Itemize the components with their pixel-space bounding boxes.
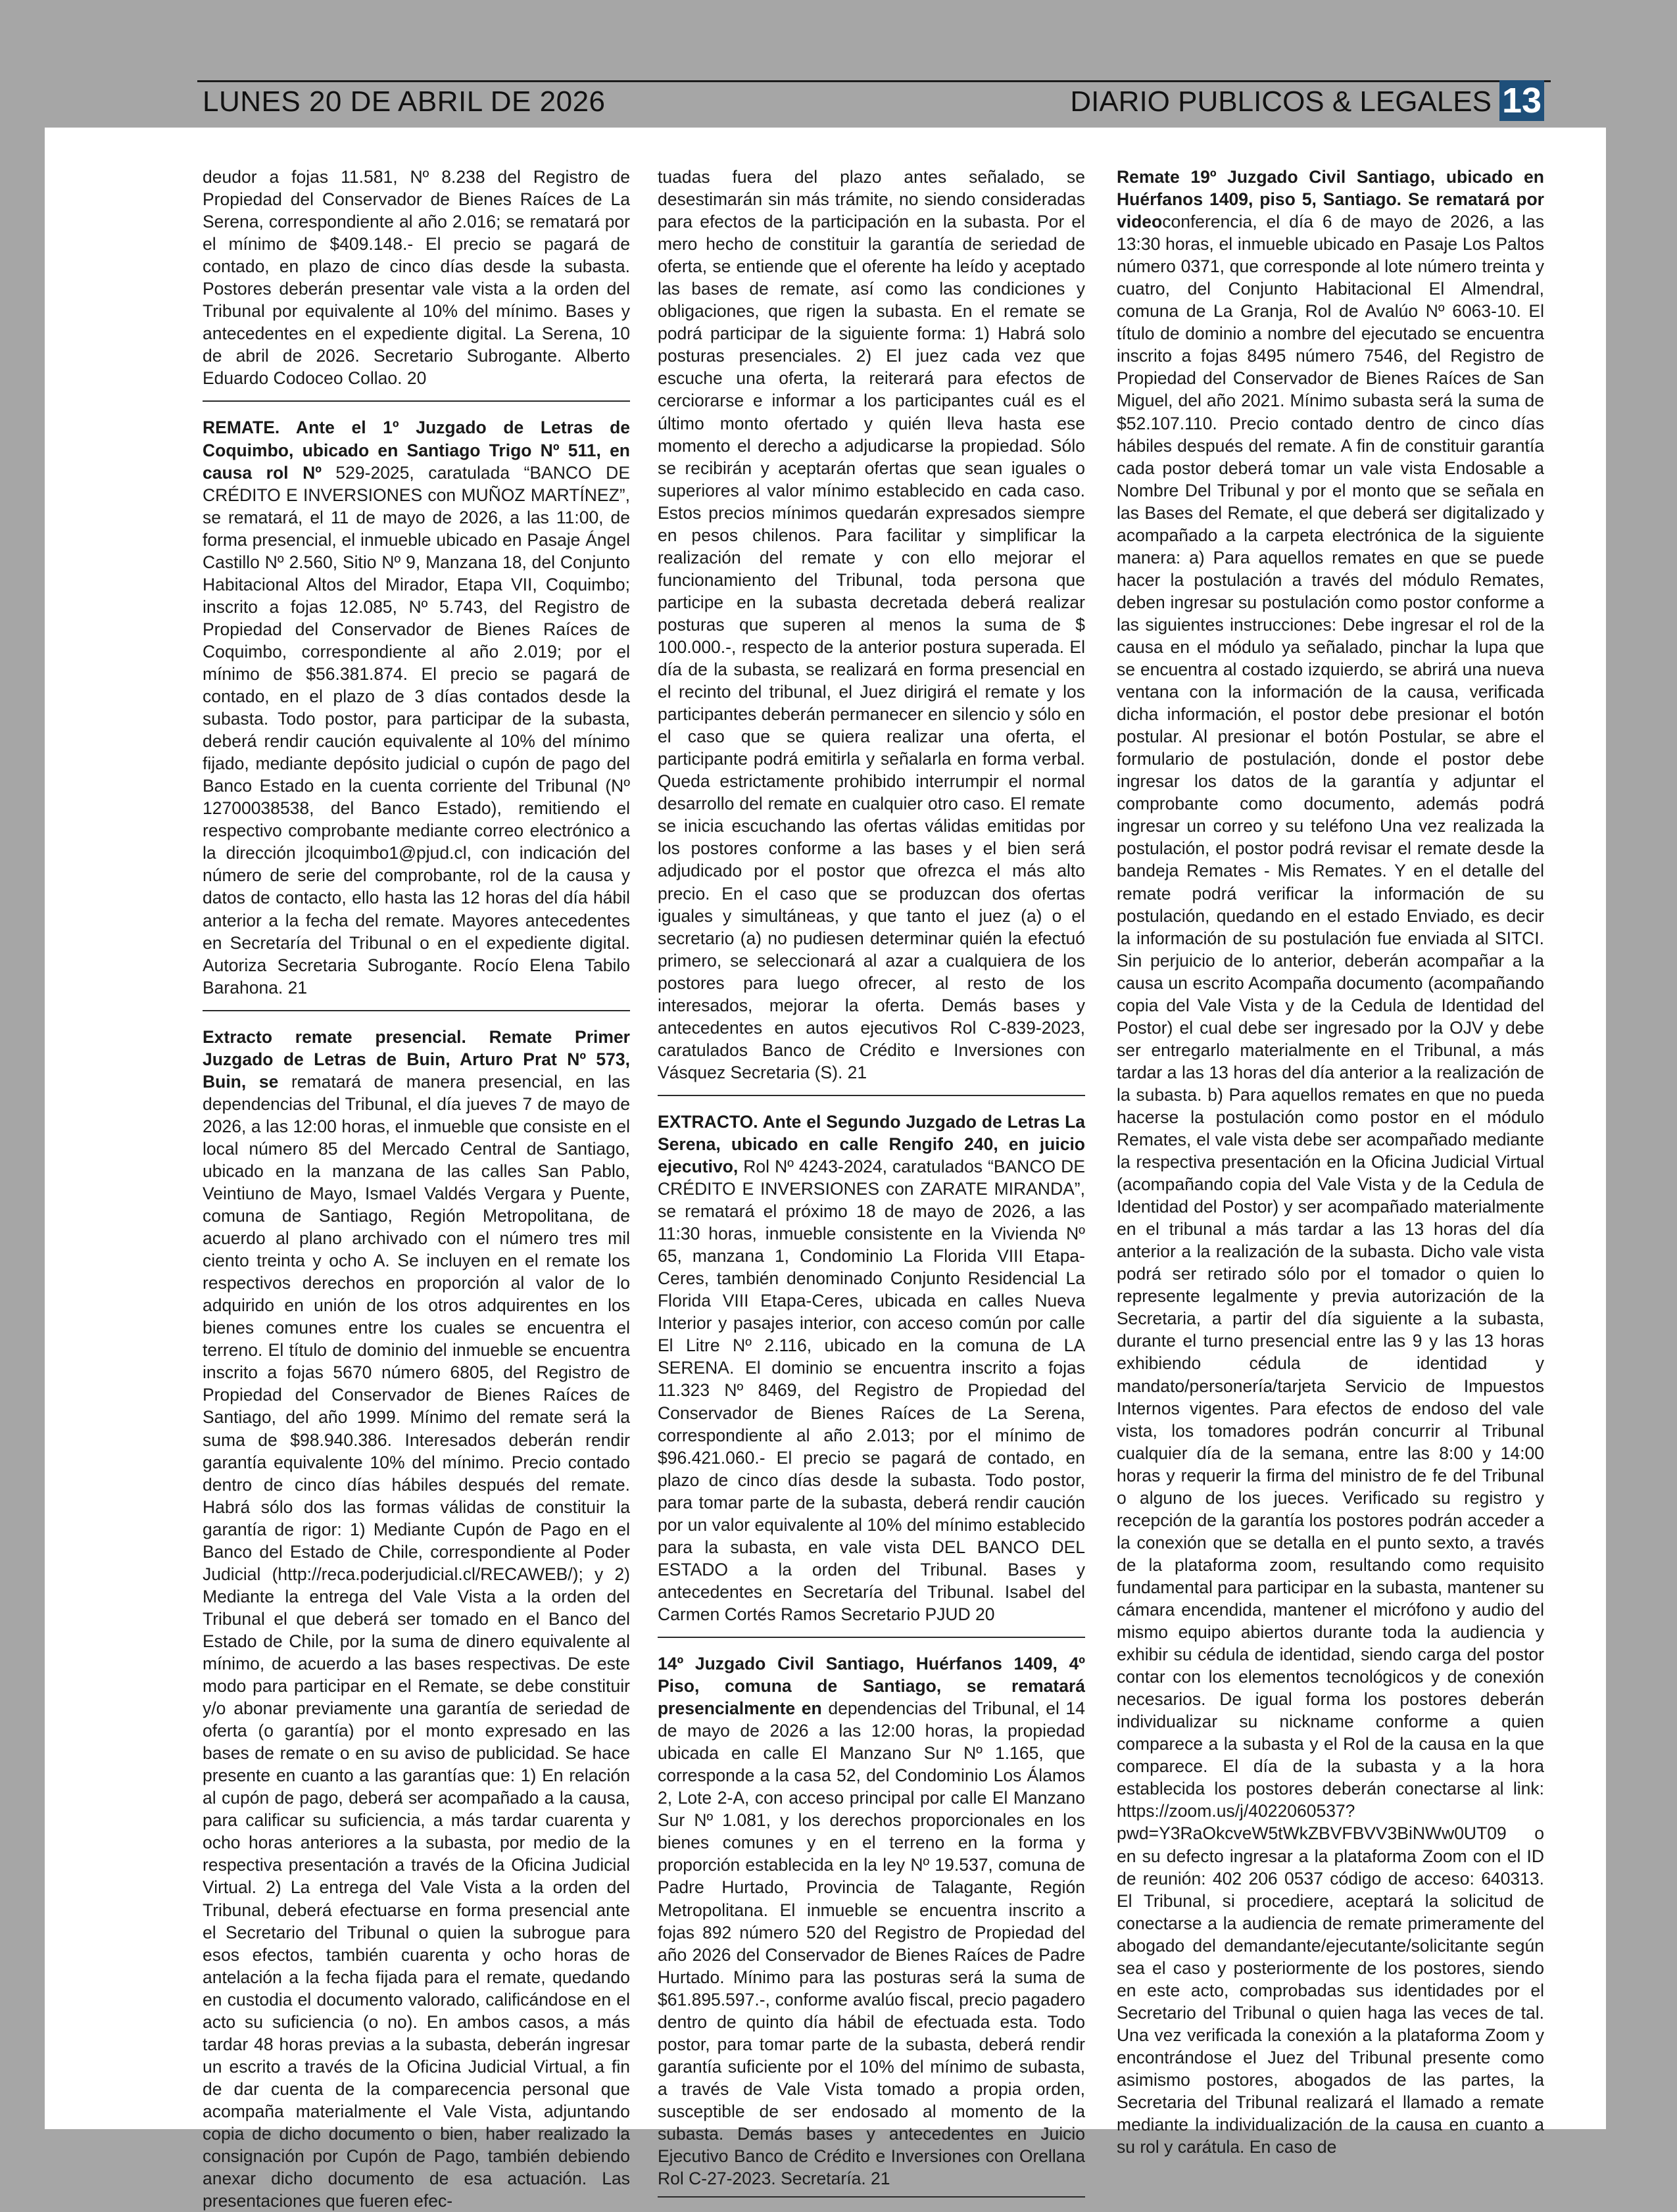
legal-notice [203, 166, 630, 389]
notice-lead: EXTRACTO. Ante el Segundo Juzgado de Letras La Serena, ubicado en calle Rengifo 240, en juicio ejecutivo, [658, 1111, 1085, 1177]
issue-date: LUNES 20 DE ABRIL DE 2026 [203, 85, 606, 118]
column-1 [203, 166, 630, 2211]
notice-divider [658, 1637, 1085, 1638]
notice-lead: REMATE. Ante el 1º Juzgado de Letras de Coquimbo, ubicado en Santiago Trigo Nº 511, en causa rol Nº [203, 418, 630, 483]
legal-notice [658, 1652, 1085, 2190]
column-3 [1117, 166, 1544, 2157]
legal-notice [658, 166, 1085, 1084]
publication-name: DIARIO PUBLICOS & LEGALES [1070, 85, 1492, 118]
notice-lead: Remate 19º Juzgado Civil Santiago, ubicado en Huérfanos 1409, piso 5, Santiago. Se rematará por video [1117, 167, 1544, 232]
notice-lead: 14º Juzgado Civil Santiago, Huérfanos 1409, 4º Piso, comuna de Santiago, se rematará presencialmente en [658, 1654, 1085, 1719]
notice-divider [203, 400, 630, 402]
notice-body: deudor a fojas 11.581, Nº 8.238 del Registro de Propiedad del Conservador de Bienes Raíces de La Serena, correspondiente al año 2.016; se rematará por el mínimo de $409.148.- El precio se pagará de contado, en plazo de cinco días desde la subasta. Postores deberán presentar vale vista a la orden del Tribunal por equivalente al 10% del mínimo. Bases y antecedentes en el expediente digital. La Serena, 10 de abril de 2026. Secretario Subrogante. Alberto Eduardo Codoceo Collao. 20 [203, 167, 630, 389]
notice-body: dependencias del Tribunal, el 14 de mayo de 2026 a las 12:00 horas, la propiedad ubicada en calle El Manzano Sur Nº 1.165, que corresponde a la casa 52, del Condominio Los Álamos 2, Lote 2-A, con acceso principal por calle El Manzano Sur Nº 1.081, y los derechos proporcionales en los bienes comunes y en el terreno en la forma y proporción establecida en la ley Nº 19.537, comuna de Padre Hurtado, Provincia de Talagante, Región Metropolitana. El inmueble se encuentra inscrito a fojas 892 número 520 del Registro de Propiedad del año 2026 del Conservador de Bienes Raíces de Padre Hurtado. Mínimo para las posturas será la suma de $61.895.597.-, conforme avalúo fiscal, precio pagadero dentro de quinto día hábil de efectuada esta. Todo postor, para tomar parte de la subasta, deberá rendir garantía suficiente por el 10% del mínimo de subasta, a través de Vale Vista tomado a propia orden, susceptible de ser endosado al momento de la subasta. Demás bases y antecedentes en Juicio Ejecutivo Banco de Crédito e Inversiones con Orellana Rol C-27-2023. Secretaría. 21 [658, 1698, 1085, 2189]
column-2 [658, 166, 1085, 2189]
notice-divider [203, 1010, 630, 1011]
notice-body: conferencia, el día 6 de mayo de 2026, a las 13:30 horas, el inmueble ubicado en Pasaje Los Paltos número 0371, que corresponde al lote número treinta y cuatro, del Conjunto Habitacional El Almendral, comuna de La Granja, Rol de Avalúo Nº 6063-10. El título de dominio a nombre del ejecutado se encuentra inscrito a fojas 8495 número 7546, del Registro de Propiedad del Conservador de Bienes Raíces de San Miguel, del año 2021. Mínimo subasta será la suma de $52.107.110. Precio contado dentro de cinco días hábiles después del remate. A fin de constituir garantía cada postor deberá tomar un vale vista Endosable a Nombre Del Tribunal y por el monto que se señala en las Bases del Remate, el que deberá ser digitalizado y acompañado a la carpeta electrónica de la siguiente manera: a) Para aquellos remates en que se puede hacer la postulación a través del módulo Remates, deben ingresar su postulación como postor conforme a las siguientes instrucciones: Debe ingresar el rol de la causa en el módulo ya señalado, pinchar la lupa que se encuentra al costado izquierdo, se abrirá una nueva ventana con la información de la causa, verificada dicha información, el postor debe presionar el botón postular. Al presionar el botón Postular, se abre el formulario de postulación, donde el postor debe ingresar los datos de la garantía y adjuntar el comprobante como documento, además podrá ingresar un correo y su teléfono Una vez realizada la postulación, el postor podrá revisar el remate desde la bandeja Remates - Mis Remates. Y en el detalle del remate podrá verificar la información de su postulación, quedando en el estado Enviado, es decir la información de su postulación fue enviada al SITCI. Sin perjuicio de lo anterior, deberán acompañar a la causa un escrito Acompaña documento (acompañando copia del Vale Vista y de la Cedula de Identidad del Postor) el cual debe ser ingresado por la OJV y debe ser entregarlo materialmente en el Tribunal, a más tardar a las 13 horas del día anterior a la realización de la subasta. b) Para aquellos remates en que no pueda hacerse la postulación como postor en el módulo Remates, el vale vista debe ser acompañado mediante la respectiva presentación en la Oficina Judicial Virtual (acompañando copia del Vale Vista y de la Cedula de Identidad del Postor) y ser acompañado materialmente en el tribunal a más tardar a las 13 horas del día anterior a la realización de la subasta. Dicho vale vista podrá ser retirado sólo por el tomador o quien lo represente legalmente y previa autorización de la Secretaria, a partir del día siguiente a la subasta, durante el turno presencial entre las 9 y las 13 horas exhibiendo cédula de identidad y mandato/personería/tarjeta Servicio de Impuestos Internos vigentes. Para efectos de endoso del vale vista, los tomadores podrán concurrir al Tribunal cualquier día de la semana, entre las 8:00 y 14:00 horas y requerir la firma del ministro de fe del Tribunal o alguno de los jueces. Verificado su registro y recepción de la garantía los postores podrán acceder a la conexión que se detalla en el punto sexto, a través de la plataforma zoom, resultando como requisito fundamental para participar en la subasta, mantener su cámara encendida, mantener el micrófono y audio del mismo equipo abiertos durante toda la audiencia y exhibir su cédula de identidad, siendo carga del postor contar con los elementos tecnológicos y de conexión necesarios. De igual forma los postores deberán individualizar su nickname conforme a quien comparece a la subasta y el Rol de la causa en la que comparece. El día de la subasta y a la hora establecida los postores deberán conectarse al link: https://zoom.us/j/4022060537?pwd=Y3RaOkcveW5tWkZBVFBVV3BiNWw0UT09 o en su defecto ingresar a la plataforma Zoom con el ID de reunión: 402 206 0537 código de acceso: 640313. El Tribunal, si procediere, aceptará la solicitud de conectarse a la audiencia de remate primeramente del abogado del demandante/ejecutante/solicitante según sea el caso y posteriormente de los postores, siendo en este acto, comprobadas sus identidades por el Secretario del Tribunal o quien haga las veces de tal. Una vez verificada la conexión a la plataforma Zoom y encontrándose el Juez del Tribunal presente como asimismo postores, abogados de las partes, la Secretaria del Tribunal realizará el llamado a remate mediante la individualización de la causa en cuanto a su rol y carátula. En caso de [1117, 212, 1544, 2157]
column-end-rule [658, 2196, 1085, 2198]
legal-notice [658, 1111, 1085, 1625]
notice-body: Rol Nº 4243-2024, caratulados “BANCO DE CRÉDITO E INVERSIONES con ZARATE MIRANDA”, se rematará el próximo 18 de mayo de 2026, a las 11:30 horas, inmueble consistente en la Vivienda Nº 65, manzana 1, Condominio La Florida VIII Etapa-Ceres, también denominado Conjunto Residencial La Florida VIII Etapa-Ceres, ubicada en calles Nueva Interior y pasajes interior, con acceso común por calle El Litre Nº 2.116, ubicado en la comuna de LA SERENA. El dominio se encuentra inscrito a fojas 11.323 Nº 8469, del Registro de Propiedad del Conservador de Bienes Raíces de La Serena, correspondiente al año 2.013; por el mínimo de $96.421.060.- El precio se pagará de contado, en plazo de cinco días desde la subasta. Todo postor, para tomar parte de la subasta, deberá rendir caución por un valor equivalente al 10% del mínimo establecido para la subasta, en vale vista DEL BANCO DEL ESTADO a la orden del Tribunal. Bases y antecedentes en Secretaría del Tribunal. Isabel del Carmen Cortés Ramos Secretario PJUD 20 [658, 1157, 1085, 1624]
notice-lead: Extracto remate presencial. Remate Primer Juzgado de Letras de Buin, Arturo Prat Nº 573, Buin, se [203, 1026, 630, 1092]
notice-body: tuadas fuera del plazo antes señalado, se desestimarán sin más trámite, no siendo consideradas para efectos de la participación en la subasta. Por el mero hecho de constituir la garantía de seriedad de oferta, se entiende que el oferente ha leído y aceptado las bases de remate, así como las condiciones y obligaciones, que rigen la subasta. En el remate se podrá participar de la siguiente forma: 1) Habrá solo posturas presenciales. 2) El juez cada vez que escuche una oferta, la reiterará para efectos de cerciorarse e informar a los participantes cuál es el último monto ofertado y quién lleva hasta ese momento el derecho a adjudicarse la propiedad. Sólo se recibirán y aceptarán ofertas que sean iguales o superiores al valor mínimo establecido en cada caso. Estos precios mínimos quedarán expresados siempre en pesos chilenos. Para facilitar y simplificar la realización del remate y con ello mejorar el funcionamiento del Tribunal, toda persona que participe en la subasta decretada deberá realizar posturas que superen al menos la suma de $ 100.000.-, respecto de la anterior postura superada. El día de la subasta, se realizará en forma presencial en el recinto del tribunal, el Juez dirigirá el remate y los participantes deberán permanecer en silencio y sólo en el caso que se quiera realizar una oferta, el participante podrá emitirla y señalarla en forma verbal. Queda estrictamente prohibido interrumpir el normal desarrollo del remate en cualquier otro caso. El remate se inicia escuchando las ofertas válidas emitidas por los postores conforme a las bases y el bien será adjudicado por el postor que ofrezca el más alto precio. En el caso que se produzcan dos ofertas iguales y simultáneas, y que tanto el juez (a) o el secretario (a) no pudiesen determinar quién la efectuó primero, se seleccionará al azar a cualquiera de los postores para luego ofrecer, al resto de los interesados, mejorar la oferta. Demás bases y antecedentes en autos ejecutivos Rol C-839-2023, caratulados Banco de Crédito e Inversiones con Vásquez Secretaria (S). 21 [658, 167, 1085, 1082]
header-rule [197, 80, 1551, 82]
notice-body: rematará de manera presencial, en las dependencias del Tribunal, el día jueves 7 de mayo de 2026, a las 12:00 horas, el inmueble que consiste en el local número 85 del Mercado Central de Santiago, ubicado en la manzana de las calles San Pablo, Veintiuno de Mayo, Ismael Valdés Vergara y Puente, comuna de Santiago, Región Metropolitana, de acuerdo al plano archivado con el número tres mil ciento treinta y ocho A. Se incluyen en el remate los respectivos derechos en proporción al valor de lo adquirido en unión de los otros adquirentes en los bienes comunes entre los cuales se encuentra el terreno. El título de dominio del inmueble se encuentra inscrito a fojas 5670 número 6805, del Registro de Propiedad del Conservador de Bienes Raíces de Santiago, del año 1999. Mínimo del remate será la suma de $98.940.386. Interesados deberán rendir garantía equivalente 10% del mínimo. Precio contado dentro de cinco días hábiles después del remate. Habrá sólo dos las formas válidas de constituir la garantía de rigor: 1) Mediante Cupón de Pago en el Banco del Estado de Chile, correspondiente al Poder Judicial (http://reca.poderjudicial.cl/RECAWEB/); y 2) Mediante la entrega del Vale Vista a la orden del Tribunal el que deberá ser tomado en el Banco del Estado de Chile, por la suma de dinero equivalente al mínimo, de acuerdo a las bases respectivas. De este modo para participar en el Remate, se debe constituir y/o abonar previamente una garantía de seriedad de oferta (o garantía) por el monto expresado en las bases de remate o en su aviso de publicidad. Se hace presente en cuanto a las garantías que: 1) En relación al cupón de pago, deberá ser acompañado a la causa, para calificar su suficiencia, a más tardar cuarenta y ocho horas anteriores a la subasta, por medio de la respectiva presentación a través de la Oficina Judicial Virtual. 2) La entrega del Vale Vista a la orden del Tribunal, deberá efectuarse en forma presencial ante el Secretario del Tribunal o quien la subrogue para esos efectos, también cuarenta y ocho horas de antelación a la fecha fijada para el remate, quedando en custodia el documento valorado, calificándose en el acto su suficiencia (o no). En ambos casos, a más tardar 48 horas previas a la subasta, deberán ingresar un escrito a través de la Oficina Judicial Virtual, a fin de dar cuenta de la comparecencia personal que acompaña materialmente el Vale Vista, adjuntando copia de dicho documento o bien, haber realizado la consignación por Cupón de Pago, también debiendo anexar dicho documento de esa actuación. Las presentaciones que fueren efec- [203, 1071, 630, 2211]
legal-notice [203, 1026, 630, 2212]
notice-divider [658, 1095, 1085, 1096]
legal-notice [203, 416, 630, 998]
legal-notice [1117, 166, 1544, 2158]
notice-body: 529-2025, caratulada “BANCO DE CRÉDITO E INVERSIONES con MUÑOZ MARTÍNEZ”, se rematará, el 11 de mayo de 2026, a las 11:00, de forma presencial, el inmueble ubicado en Pasaje Ángel Castillo Nº 2.560, Sitio Nº 9, Manzana 18, del Conjunto Habitacional Altos del Mirador, Etapa VII, Coquimbo; inscrito a fojas 12.085, Nº 5.743, del Registro de Propiedad del Conservador de Bienes Raíces de Coquimbo, correspondiente al año 2.019; por el mínimo de $56.381.874. El precio se pagará de contado, en el plazo de 3 días contados desde la subasta. Todo postor, para participar de la subasta, deberá rendir caución equivalente al 10% del mínimo fijado, mediante depósito judicial o cupón de pago del Banco Estado en la cuenta corriente del Tribunal (Nº 12700038538, del Banco Estado), remitiendo el respectivo comprobante mediante correo electrónico a la dirección jlcoquimbo1@pjud.cl, con indicación del número de serie del comprobante, rol de la causa y datos de contacto, ello hasta las 12 horas del día hábil anterior a la fecha del remate. Mayores antecedentes en Secretaría del Tribunal o en el expediente digital. Autoriza Secretaria Subrogante. Rocío Elena Tabilo Barahona. 21 [203, 462, 630, 998]
page-number-badge: 13 [1499, 80, 1544, 121]
